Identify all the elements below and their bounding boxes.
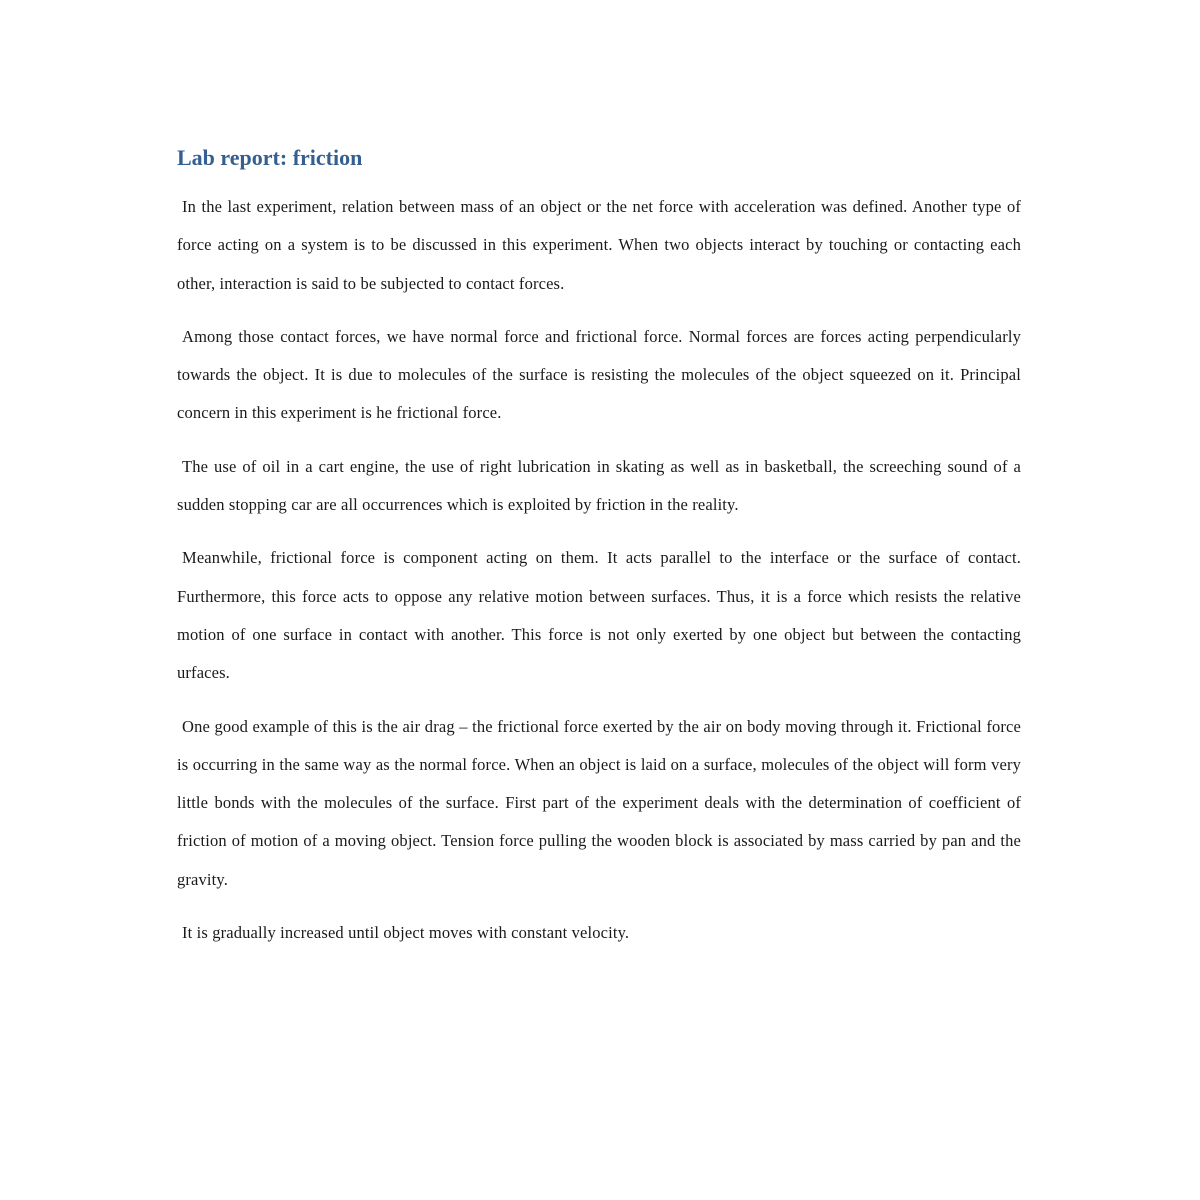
- paragraph-4: Meanwhile, frictional force is component acting on them. It acts parallel to the interface or the surface of contact. Furthermore, this force acts to oppose any relative motion between surfaces. Thus, it is a force which resists the relative motion of one surface in contact with another. This force is not only exerted by one object but between the contacting urfaces.: [177, 548, 1021, 683]
- paragraph-5: One good example of this is the air drag – the frictional force exerted by the air on body moving through it. Frictional force is occurring in the same way as the normal force. When an object is laid on a surface, molecules of the object will form very little bonds with the molecules of the surface. First part of the experiment deals with the determination of coefficient of friction of motion of a moving object. Tension force pulling the wooden block is associated by mass carried by pan and the gravity.: [177, 716, 1021, 889]
- paragraph-1: In the last experiment, relation between mass of an object or the net force with acceleration was defined. Another type of force acting on a system is to be discussed in this experiment. When two objects interact by touching or contacting each other, interaction is said to be subjected to contact forces.: [177, 197, 1021, 293]
- document-title: Lab report: friction: [177, 145, 363, 170]
- paragraph-2: Among those contact forces, we have normal force and frictional force. Normal forces are forces acting perpendicularly towards the object. It is due to molecules of the surface is resisting the molecules of the object squeezed on it. Principal concern in this experiment is he frictional force.: [177, 326, 1021, 423]
- paragraph-6: It is gradually increased until object moves with constant velocity.: [182, 923, 630, 943]
- paragraph-3: The use of oil in a cart engine, the use of right lubrication in skating as well as in basketball, the screeching sound of a sudden stopping car are all occurrences which is exploited by friction in the reality.: [177, 456, 1021, 515]
- document-page: [177, 140, 1021, 967]
